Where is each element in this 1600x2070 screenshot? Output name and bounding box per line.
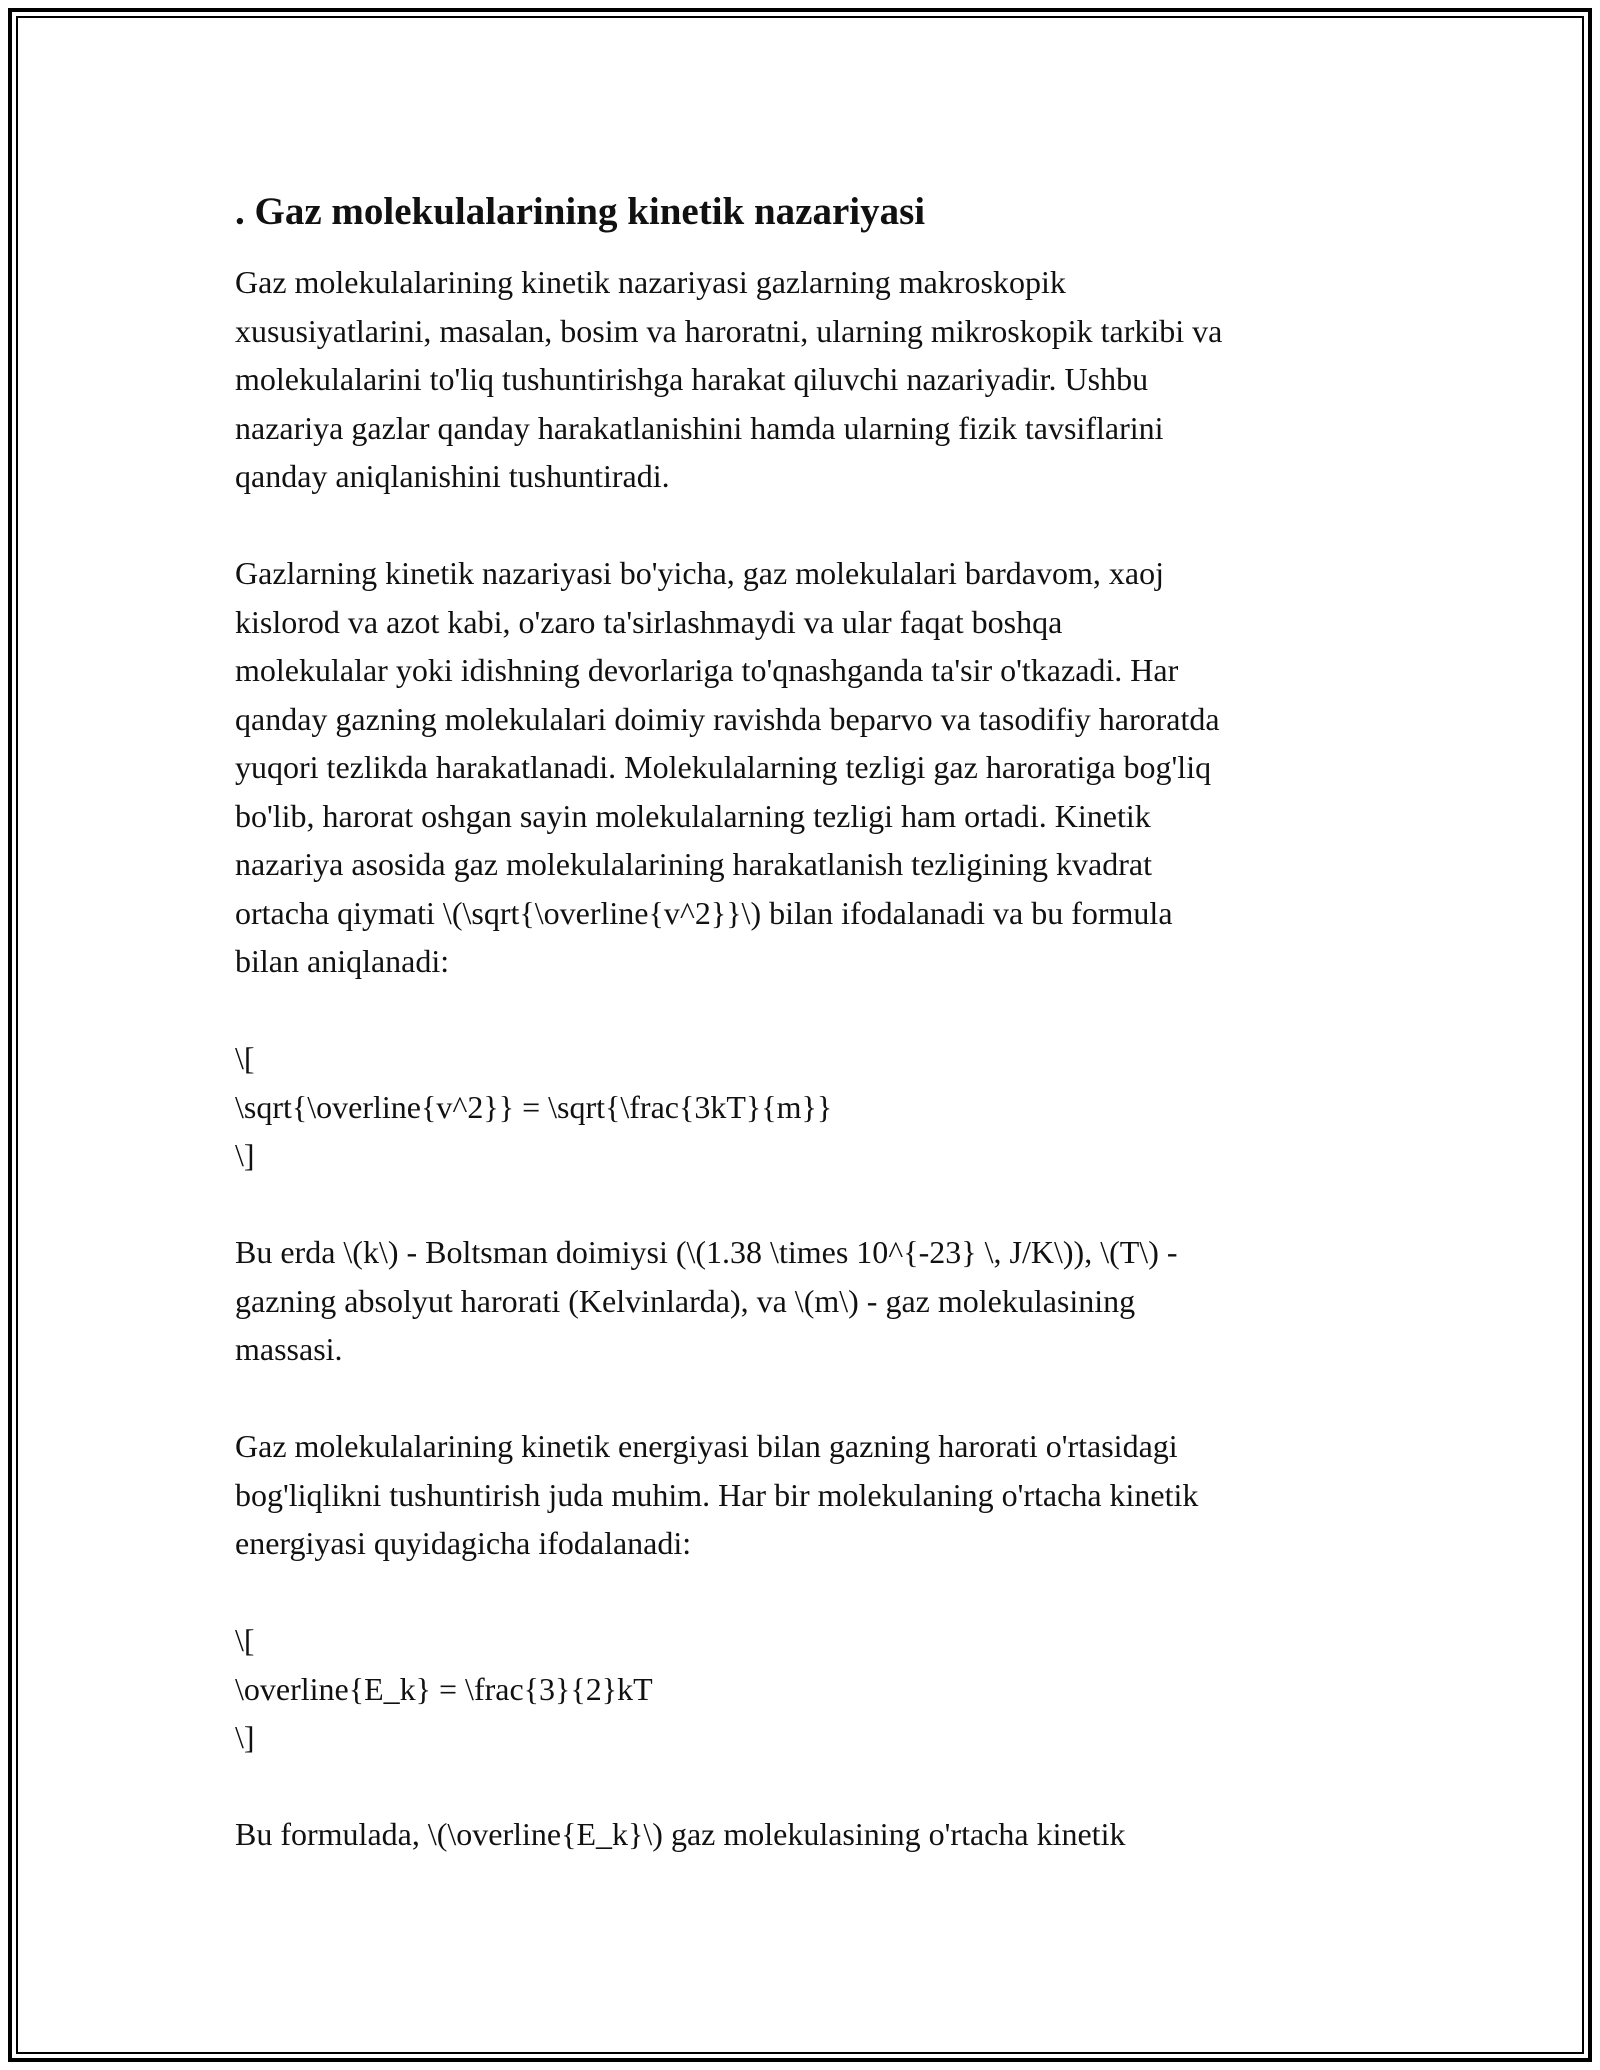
paragraph-intro: Gaz molekulalarining kinetik nazariyasi gazlarning makroskopik xususiyatlarini, masalan, bosim va haroratni, ularning mikroskopik tarkibi va molekulalarini to'liq tushuntirishga harakat qiluvchi nazariyadir. Ushbu nazariya gazlar qanday harakatlanishini hamda ularning fizik tavsiflarini qanday aniqlanishini tushuntiradi. — [235, 264, 1223, 494]
formula-rms-speed: \[ \sqrt{\overline{v^2}} = \sqrt{\frac{3kT}{m}} \] — [235, 1040, 833, 1173]
document-title: . Gaz molekulalarining kinetik nazariyasi — [235, 190, 926, 233]
paragraph-variable-definitions: Bu erda \(k\) - Boltsman doimiysi (\(1.38 \times 10^{-23} \, J/K\)), \(T\) - gazning absolyut harorati (Kelvinlarda), va \(m\) - gaz molekulasining massasi. — [235, 1234, 1178, 1367]
paragraph-kinetic-energy: Gaz molekulalarining kinetik energiyasi bilan gazning harorati o'rtasidagi bog'liqlikni tushuntirish juda muhim. Har bir molekulaning o'rtacha kinetik energiyasi quyidagicha ifodalanadi: — [235, 1428, 1199, 1561]
paragraph-kinetic-theory: Gazlarning kinetik nazariyasi bo'yicha, gaz molekulalari bardavom, xaoj kislorod va azot kabi, o'zaro ta'sirlashmaydi va ular faqat boshqa molekulalar yoki idishning devorlariga to'qnashganda ta'sir o'tkazadi. Har qanday gazning molekulalari doimiy ravishda beparvo va tasodifiy haroratda yuqori tezlikda harakatlanadi. Molekulalarning tezligi gaz haroratiga bog'liq bo'lib, harorat oshgan sayin molekulalarning tezligi ham ortadi. Kinetik nazariya asosida gaz molekulalarining harakatlanish tezligining kvadrat ortacha qiymati \(\sqrt{\overline{v^2}}\) bilan ifodalanadi va bu formula bilan aniqlanadi: — [235, 555, 1220, 979]
paragraph-formula-explanation: Bu formulada, \(\overline{E_k}\) gaz molekulasining o'rtacha kinetik — [235, 1816, 1126, 1852]
document-body — [235, 188, 1385, 1859]
formula-kinetic-energy: \[ \overline{E_k} = \frac{3}{2}kT \] — [235, 1622, 653, 1755]
